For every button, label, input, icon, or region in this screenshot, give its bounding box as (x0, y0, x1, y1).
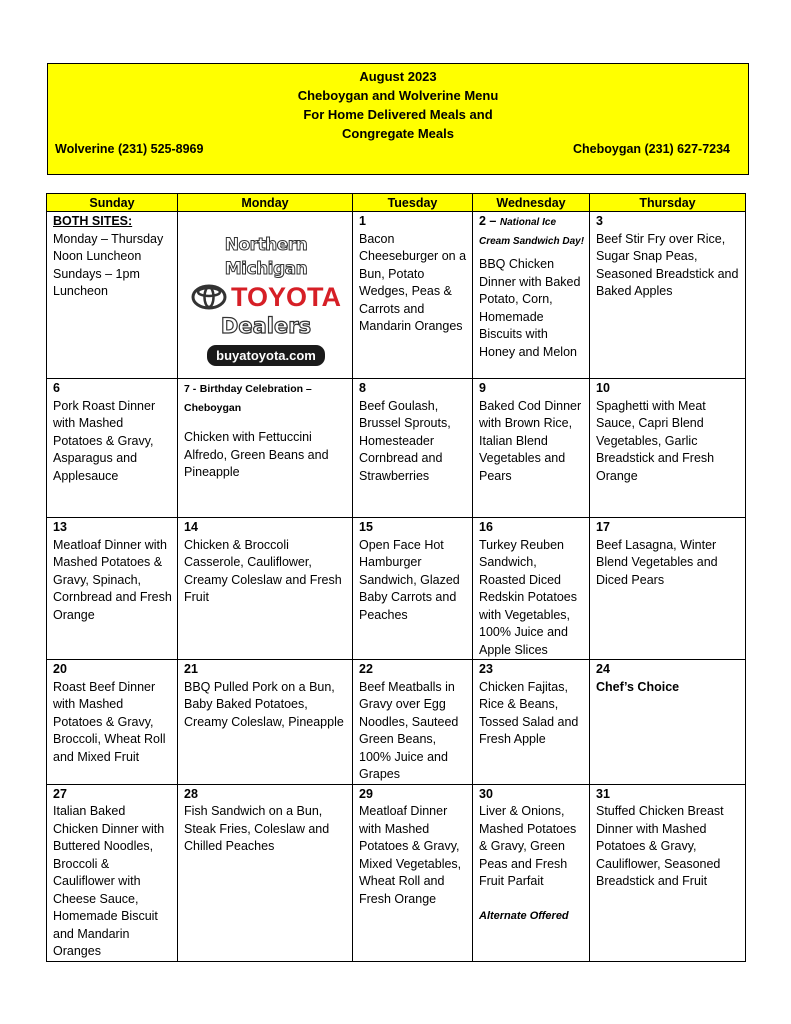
day-cell (590, 212, 746, 379)
col-monday: Monday (178, 194, 353, 212)
meal-text: Beef Meatballs in Gravy over Egg Noodles, Sauteed Green Beans, 100% Juice and Grapes (359, 679, 459, 781)
meal-text: Meatloaf Dinner with Mashed Potatoes & Gravy, Spinach, Cornbread and Fresh Orange (53, 537, 172, 622)
col-thursday: Thursday (590, 194, 746, 212)
day-number: 17 (596, 520, 610, 534)
meal-text: Beef Stir Fry over Rice, Sugar Snap Peas, Seasoned Breadstick and Baked Apples (596, 231, 739, 298)
meal-text: Beef Goulash, Brussel Sprouts, Homesteader Cornbread and Strawberries (359, 398, 451, 483)
meal-text: Chicken & Broccoli Casserole, Cauliflower, Creamy Coleslaw and Fresh Fruit (184, 537, 342, 604)
logo-cell (178, 212, 353, 379)
day-cell (353, 212, 473, 379)
info-heading: BOTH SITES: (53, 214, 133, 228)
day-cell (178, 518, 353, 660)
meal-text: Chicken with Fettuccini Alfredo, Green Beans and Pineapple (184, 430, 329, 479)
day-cell (590, 660, 746, 785)
day-number: 7 - (184, 383, 197, 395)
col-wednesday: Wednesday (473, 194, 590, 212)
day-cell (178, 784, 353, 961)
day-number: 2 – (479, 214, 497, 228)
day-number: 1 (359, 214, 366, 228)
day-number: 15 (359, 520, 373, 534)
day-number: 21 (184, 662, 198, 676)
day-cell (473, 784, 590, 961)
meal-text: BBQ Pulled Pork on a Bun, Baby Baked Potatoes, Creamy Coleslaw, Pineapple (184, 679, 344, 729)
day-cell (47, 379, 178, 518)
day-note: National Ice Cream Sandwich Day! (479, 217, 585, 247)
day-number: 23 (479, 662, 493, 676)
info-cell (47, 212, 178, 379)
meal-text: Liver & Onions, Mashed Potatoes & Gravy, Green Peas and Fresh Fruit Parfait (479, 804, 577, 888)
cheboygan-phone: Cheboygan (231) 627-7234 (572, 142, 730, 156)
day-number: 16 (479, 520, 493, 534)
weekday-header-row (47, 194, 746, 212)
meal-text: Bacon Cheeseburger on a Bun, Potato Wedges, Peas & Carrots and Mandarin Oranges (359, 231, 467, 333)
meal-text: Roast Beef Dinner with Mashed Potatoes & Gravy, Broccoli, Wheat Roll and Mixed Fruit (53, 679, 166, 764)
day-cell (473, 518, 590, 660)
week-row (47, 784, 746, 961)
meal-text: Chicken Fajitas, Rice & Beans, Tossed Salad and Fresh Apple (479, 679, 579, 746)
week-row (47, 379, 746, 518)
day-cell (353, 518, 473, 660)
day-cell (178, 379, 353, 518)
day-cell (178, 660, 353, 785)
day-cell (473, 660, 590, 785)
menu-calendar (46, 193, 746, 962)
wolverine-phone: Wolverine (231) 525-8969 (55, 142, 204, 156)
toyota-emblem-icon (191, 284, 227, 310)
col-tuesday: Tuesday (353, 194, 473, 212)
day-number: 6 (53, 381, 60, 395)
week-row (47, 212, 746, 379)
day-number: 10 (596, 381, 610, 395)
day-cell (47, 660, 178, 785)
meal-text: Italian Baked Chicken Dinner with Buttered Noodles, Broccoli & Cauliflower with Cheese Sauce, Homemade Biscuit and Mandarin Oranges (53, 804, 165, 958)
day-cell (590, 379, 746, 518)
menu-header (47, 63, 749, 175)
day-number: 9 (479, 381, 486, 395)
toyota-logo (186, 233, 346, 366)
col-sunday: Sunday (47, 194, 178, 212)
day-cell (353, 660, 473, 785)
info-line: Sundays – 1pm Luncheon (53, 266, 140, 298)
day-number: 28 (184, 786, 198, 801)
day-number: 31 (596, 786, 610, 801)
header-subtitle-2: Congregate Meals (342, 126, 454, 141)
week-row (47, 518, 746, 660)
day-number: 14 (184, 520, 198, 534)
day-number: 24 (596, 662, 610, 676)
logo-line3: Dealers (220, 314, 312, 338)
day-number: 20 (53, 662, 67, 676)
logo-brand: TOYOTA (230, 282, 341, 312)
day-cell (473, 379, 590, 518)
day-cell (590, 518, 746, 660)
header-month: August 2023 (359, 69, 437, 84)
logo-url: buyatoyota.com (207, 345, 325, 366)
meal-text: Turkey Reuben Sandwich, Roasted Diced Redskin Potatoes with Vegetables, 100% Juice and Apple Slices (479, 537, 577, 657)
meal-text: Chef’s Choice (596, 679, 680, 694)
day-cell (47, 784, 178, 961)
day-number: 27 (53, 786, 67, 801)
alternate-note: Alternate Offered (479, 909, 569, 922)
day-cell (47, 518, 178, 660)
meal-text: Fish Sandwich on a Bun, Steak Fries, Coleslaw and Chilled Peaches (184, 804, 330, 853)
meal-text: BBQ Chicken Dinner with Baked Potato, Corn, Homemade Biscuits with Honey and Melon (479, 257, 581, 359)
week-row (47, 660, 746, 785)
day-number: 13 (53, 520, 67, 534)
day-number: 8 (359, 381, 366, 395)
info-line: Monday – Thursday Noon Luncheon (53, 231, 164, 263)
day-cell (353, 379, 473, 518)
meal-text: Pork Roast Dinner with Mashed Potatoes & Gravy, Asparagus and Applesauce (53, 398, 156, 483)
day-number: 29 (359, 786, 373, 801)
meal-text: Open Face Hot Hamburger Sandwich, Glazed Baby Carrots and Peaches (359, 537, 460, 622)
header-subtitle-1: For Home Delivered Meals and (303, 107, 493, 122)
day-cell (590, 784, 746, 961)
day-number: 30 (479, 786, 493, 801)
header-title: Cheboygan and Wolverine Menu (297, 88, 499, 103)
logo-line1: Northern Michigan (224, 235, 308, 279)
day-cell (473, 212, 590, 379)
meal-text: Baked Cod Dinner with Brown Rice, Italian Blend Vegetables and Pears (479, 398, 582, 483)
day-number: 3 (596, 214, 603, 228)
day-number: 22 (359, 662, 373, 676)
meal-text: Stuffed Chicken Breast Dinner with Mashed Potatoes & Gravy, Cauliflower, Seasoned Breadstick and Fruit (596, 804, 724, 888)
day-cell (353, 784, 473, 961)
day-note: Birthday Celebration – Cheboygan (184, 383, 312, 414)
meal-text: Meatloaf Dinner with Mashed Potatoes & Gravy, Mixed Vegetables, Wheat Roll and Fresh Orange (359, 804, 462, 906)
meal-text: Beef Lasagna, Winter Blend Vegetables and Diced Pears (596, 537, 718, 587)
meal-text: Spaghetti with Meat Sauce, Capri Blend Vegetables, Garlic Breadstick and Fresh Orange (596, 398, 715, 483)
